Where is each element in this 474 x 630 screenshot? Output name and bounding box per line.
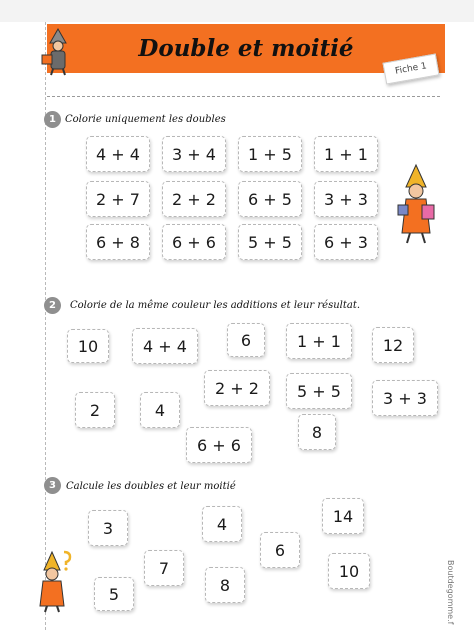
double-choice-box[interactable]: 4 + 4 [86,136,150,172]
match-item-box[interactable]: 4 + 4 [132,328,198,364]
section-3-heading: Calcule les doubles et leur moitié [66,481,236,492]
number-box[interactable]: 10 [328,553,370,589]
top-strip [0,0,474,22]
section-1-number: 1 [44,111,61,128]
number-box[interactable]: 4 [202,506,242,542]
match-item-box[interactable]: 10 [67,329,109,363]
number-box[interactable]: 14 [322,498,364,534]
gnome-with-books-icon [394,163,438,247]
double-choice-box[interactable]: 1 + 5 [238,136,302,172]
header-divider [47,96,440,97]
section-3-number: 3 [44,477,61,494]
match-item-box[interactable]: 12 [372,327,414,363]
number-box[interactable]: 7 [144,550,184,586]
number-box[interactable]: 3 [88,510,128,546]
match-item-box[interactable]: 6 [227,323,265,357]
page-title: Double et moitié [138,35,354,62]
section-1-heading: Colorie uniquement les doubles [65,114,226,125]
gnome-mascot-icon [40,27,76,77]
match-item-box[interactable]: 8 [298,414,336,450]
number-box[interactable]: 5 [94,577,134,611]
thinking-gnome-icon [38,548,74,614]
match-item-box[interactable]: 2 + 2 [204,370,270,406]
number-box[interactable]: 6 [260,532,300,568]
fiche-tag: Fiche 1 [383,53,440,84]
match-item-box[interactable]: 6 + 6 [186,427,252,463]
section-2-heading: Colorie de la même couleur les additions et leur résultat. [70,300,361,311]
double-choice-box[interactable]: 3 + 3 [314,181,378,217]
double-choice-box[interactable]: 2 + 2 [162,181,226,217]
match-item-box[interactable]: 1 + 1 [286,323,352,359]
match-item-box[interactable]: 5 + 5 [286,373,352,409]
match-item-box[interactable]: 4 [140,392,180,428]
double-choice-box[interactable]: 6 + 3 [314,224,378,260]
double-choice-box[interactable]: 6 + 8 [86,224,150,260]
section-2-number: 2 [44,297,61,314]
number-box[interactable]: 8 [205,567,245,603]
double-choice-box[interactable]: 2 + 7 [86,181,150,217]
double-choice-box[interactable]: 1 + 1 [314,136,378,172]
publisher-credit: Boutdegomme.f [446,560,455,625]
double-choice-box[interactable]: 3 + 4 [162,136,226,172]
double-choice-box[interactable]: 5 + 5 [238,224,302,260]
double-choice-box[interactable]: 6 + 5 [238,181,302,217]
double-choice-box[interactable]: 6 + 6 [162,224,226,260]
match-item-box[interactable]: 3 + 3 [372,380,438,416]
match-item-box[interactable]: 2 [75,392,115,428]
